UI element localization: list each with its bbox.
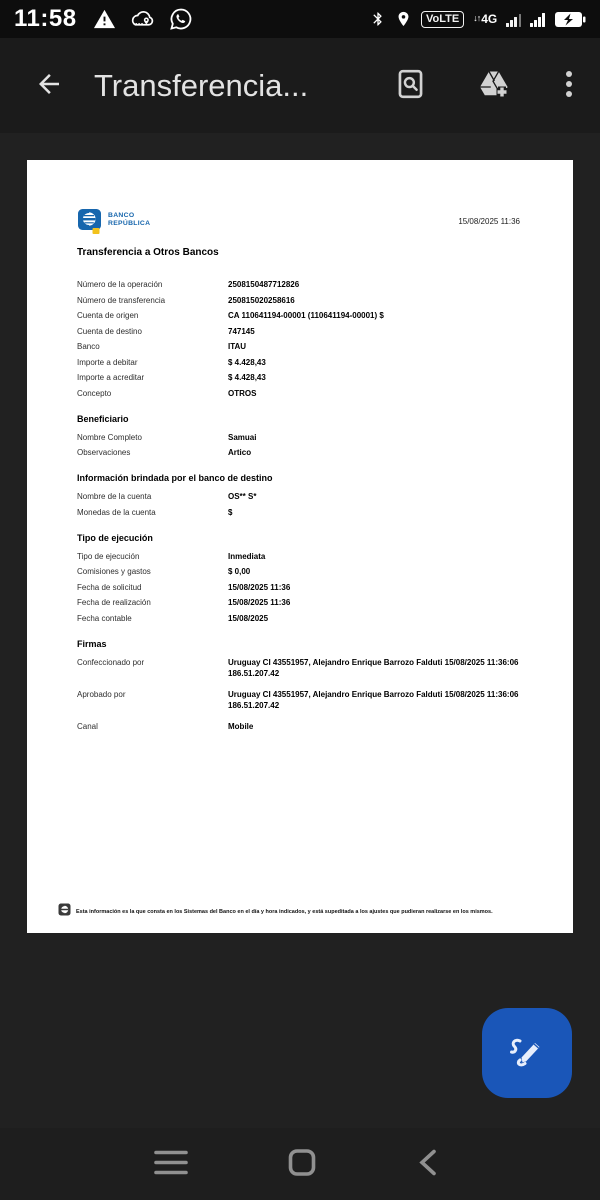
section-heading: Beneficiario	[77, 413, 129, 424]
field-row	[77, 597, 520, 608]
field-label: Comisiones y gastos	[77, 567, 151, 576]
drive-add-icon	[478, 69, 510, 102]
home-icon	[288, 1149, 316, 1180]
field-value: 250815020258616	[228, 295, 295, 305]
field-label: Aprobado por	[77, 689, 126, 699]
status-time: 11:58	[14, 5, 77, 32]
field-label: Observaciones	[77, 448, 131, 457]
app-bar	[0, 38, 600, 133]
field-row	[77, 310, 520, 321]
field-label: Canal	[77, 721, 98, 731]
location-icon	[395, 9, 412, 29]
overflow-menu-button[interactable]	[562, 67, 576, 104]
field-row	[77, 507, 520, 518]
field-row	[77, 341, 520, 352]
bank-logo	[77, 208, 150, 240]
field-row	[77, 388, 520, 399]
field-row	[77, 566, 520, 577]
section-info-banco-destino	[77, 473, 520, 518]
nav-back-icon	[416, 1148, 438, 1181]
field-row	[77, 447, 520, 458]
field-value: $ 4.428,43	[228, 357, 266, 367]
field-value: 15/08/2025	[228, 613, 269, 623]
warning-icon	[93, 8, 116, 31]
nav-back-button[interactable]	[410, 1142, 444, 1187]
document-footer	[58, 903, 563, 921]
field-value: Samuai	[228, 432, 257, 442]
field-value: $ 4.428,43	[228, 373, 266, 382]
field-value: OTROS	[228, 388, 257, 398]
field-label: Cuenta de origen	[77, 311, 139, 320]
field-label: Nombre Completo	[77, 432, 142, 442]
field-label: Nombre de la cuenta	[77, 492, 152, 501]
section-heading: Tipo de ejecución	[77, 532, 153, 543]
field-row	[77, 582, 520, 593]
field-row	[77, 432, 520, 443]
document-page	[27, 160, 573, 933]
field-row	[77, 295, 520, 306]
signature-pen-icon	[505, 1030, 549, 1077]
field-row	[77, 613, 520, 624]
field-value: 2508150487712826	[228, 280, 300, 289]
field-value: Mobile	[228, 721, 254, 731]
field-value: 15/08/2025 11:36	[228, 582, 291, 592]
network-type-label: 4G	[481, 12, 498, 26]
recents-menu-button[interactable]	[148, 1144, 194, 1185]
field-value: $	[228, 507, 233, 517]
field-row	[77, 689, 520, 711]
field-value: Artico	[228, 448, 252, 457]
bluetooth-icon	[370, 9, 386, 29]
field-value: CA 110641194-00001 (110641194-00001) $	[228, 311, 384, 320]
field-value: $ 0,00	[228, 567, 251, 576]
back-arrow-icon	[34, 69, 64, 102]
field-value: 15/08/2025 11:36	[228, 598, 291, 607]
field-label: Concepto	[77, 388, 112, 398]
signal-bars-sim2-icon	[530, 12, 545, 27]
field-value: Uruguay CI 43551957, Alejandro Enrique Barrozo Falduti 15/08/2025 11:36:06 186.51.207.42	[228, 657, 519, 678]
field-row	[77, 279, 520, 290]
bank-logo-small-icon	[58, 903, 71, 921]
bank-logo-text: BANCO REPÚBLICA	[108, 212, 151, 227]
field-row	[77, 372, 520, 383]
field-label: Fecha contable	[77, 613, 132, 623]
weather-location-cloud-icon	[130, 8, 155, 30]
field-label: Monedas de la cuenta	[77, 507, 156, 517]
banco-republica-logo-icon	[77, 208, 103, 240]
field-value: ITAU	[228, 342, 247, 351]
field-row	[77, 357, 520, 368]
field-label: Confeccionado por	[77, 657, 145, 667]
sign-annotate-fab[interactable]	[482, 1008, 572, 1098]
battery-charging-icon	[554, 11, 586, 28]
field-label: Cuenta de destino	[77, 326, 142, 336]
field-label: Importe a acreditar	[77, 373, 145, 382]
mobile-network-indicator	[473, 12, 497, 26]
field-value: Uruguay CI 43551957, Alejandro Enrique Barrozo Falduti 15/08/2025 11:36:06 186.51.207.42	[228, 689, 519, 710]
find-in-document-icon	[397, 69, 424, 102]
operation-fields	[77, 279, 520, 399]
field-label: Número de transferencia	[77, 295, 166, 305]
field-value: Inmediata	[228, 551, 266, 561]
pdf-viewer-canvas[interactable]	[0, 133, 600, 1128]
document-header	[77, 208, 520, 240]
field-label: Importe a debitar	[77, 357, 138, 367]
field-row	[77, 721, 520, 732]
field-label: Tipo de ejecución	[77, 551, 140, 561]
data-arrows-icon: ↓↑	[473, 13, 481, 23]
field-value: 747145	[228, 326, 255, 336]
volte-badge: VoLTE	[421, 11, 464, 28]
overflow-menu-icon	[564, 69, 574, 102]
field-label: Fecha de solicitud	[77, 582, 142, 592]
printed-timestamp: 15/08/2025 11:36	[458, 217, 520, 226]
add-to-drive-button[interactable]	[476, 67, 512, 104]
receipt-title: Transferencia a Otros Bancos	[77, 247, 219, 258]
field-row	[77, 326, 520, 337]
section-heading: Información brindada por el banco de destino	[77, 473, 273, 483]
back-button[interactable]	[30, 65, 68, 106]
whatsapp-icon	[169, 7, 193, 31]
field-row	[77, 657, 520, 679]
section-firmas	[77, 639, 520, 732]
find-in-document-button[interactable]	[395, 67, 426, 104]
section-tipo-ejecucion	[77, 533, 520, 624]
section-heading: Firmas	[77, 638, 107, 649]
system-navigation-bar	[0, 1128, 600, 1200]
field-label: Banco	[77, 342, 100, 351]
section-beneficiario	[77, 414, 520, 459]
field-label: Número de la operación	[77, 280, 163, 289]
field-row	[77, 551, 520, 562]
field-row	[77, 491, 520, 502]
signal-bars-sim1-icon	[506, 12, 521, 27]
recents-menu-icon	[154, 1150, 188, 1179]
status-bar	[0, 0, 600, 38]
document-title-truncated: Transferencia...	[94, 67, 309, 103]
field-value: OS** S*	[228, 492, 257, 501]
footer-disclaimer: Esta información es la que consta en los Sistemas del Banco en el día y hora indicados, y está supeditada a los ajustes que pudieran realizarse en los mismos.	[76, 909, 493, 915]
field-label: Fecha de realización	[77, 598, 151, 607]
home-button[interactable]	[282, 1143, 322, 1186]
